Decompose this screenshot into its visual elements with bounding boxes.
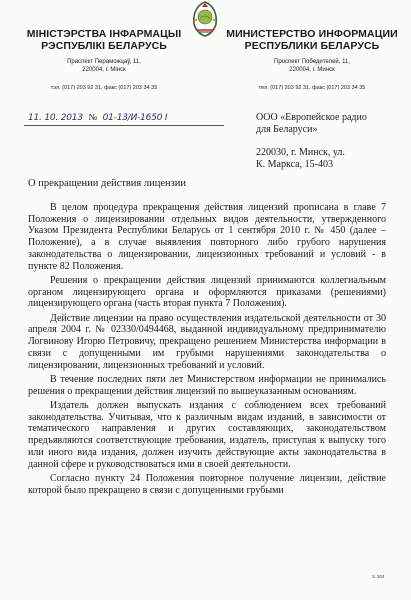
ministry-name-be-line2: РЭСПУБЛІКІ БЕЛАРУСЬ <box>41 40 167 52</box>
paragraph: В течение последних пяти лет Министерством информации не принимались решения о прекращении действия лицензий по вышеуказанным основаниям. <box>28 373 386 397</box>
address-be-line2: 220004, г. Мінск <box>82 67 126 73</box>
ministry-name-ru-line1: МИНИСТЕРСТВО ИНФОРМАЦИИ <box>226 28 398 40</box>
letter-body <box>28 202 386 499</box>
letterhead-belarusian <box>14 28 194 92</box>
number-sign: № <box>88 112 97 122</box>
state-emblem-icon <box>190 0 220 38</box>
paragraph: Согласно пункту 24 Положения повторное получение лицензии, действие которой было прекращено в связи с допущенными грубыми <box>28 472 386 496</box>
phones-be: тэл. (017) 203 92 31, факс (017) 203 34 35 <box>50 85 158 91</box>
recipient-line3: 220030, г. Минск, ул. <box>256 147 345 158</box>
registration-number: 01-13/И-1650 I <box>102 113 168 123</box>
ministry-name-ru-line2: РЕСПУБЛИКИ БЕЛАРУСЬ <box>244 40 380 52</box>
page-mark: 3. 304 <box>372 574 385 579</box>
recipient-line2: для Беларуси» <box>256 124 318 135</box>
registration-underline <box>24 125 224 126</box>
recipient-line1: ООО «Европейское радио <box>256 112 367 123</box>
letterhead-russian <box>222 28 402 92</box>
letter-subject: О прекращении действия лицензии <box>28 178 187 189</box>
paragraph: Издатель должен выпускать издания с соблюдением всех требований законодательства. Учитывая, что к различным видам изданий, в зависимости от тематического направления и других составляющих, законодательством предъявляются соответствующие требования, издатель, приступая к выпуску того или иного вида издания, должен изучить действующие акты законодательства в данной сфере и руководствоваться ими в своей деятельности. <box>28 400 386 470</box>
paragraph: Действие лицензии на право осуществления издательской деятельности от 30 апреля 2004 г. № 02330/0494468, выданной индивидуальному предпринимателю Логвинову Игорю Петровичу, прекращено решением Министерства информации в связи с допущенными им грубыми нарушениями законодательства о лицензировании, лицензионных требований и условий. <box>28 312 386 371</box>
address-be-line1: Праспект Пераможцаў, 11, <box>67 59 141 65</box>
paragraph: В целом процедура прекращения действия лицензий прописана в главе 7 Положения о лицензировании отдельных видов деятельности, утвержденного Указом Президента Республики Беларусь от 1 сентября 2010 г. № 450 (далее – Положение), а в случае выявления повторного либо грубого нарушения законодательства о лицензировании, лицензионных требований и условий - в пункте 82 Положения. <box>28 202 386 272</box>
registration-date: 11. 10. 2013 <box>28 113 83 123</box>
address-ru-line2: 220004, г. Минск <box>289 67 335 73</box>
paragraph: Решения о прекращении действия лицензий принимаются коллегиальным органом лицензирующего органа и оформляются приказами (решениями) лицензирующего органа (часть вторая пункта 7 Положения). <box>28 274 386 310</box>
address-ru-line1: Проспект Победителей, 11, <box>274 59 350 65</box>
phones-ru: тел. (017) 203 92 31, факс (017) 203 34 35 <box>258 85 366 91</box>
recipient-block <box>256 112 406 171</box>
ministry-name-be-line1: МІНІСТЭРСТВА ІНФАРМАЦЫІ <box>26 28 182 40</box>
recipient-line4: К. Маркса, 15-403 <box>256 159 333 170</box>
registration-stamp <box>28 112 167 123</box>
